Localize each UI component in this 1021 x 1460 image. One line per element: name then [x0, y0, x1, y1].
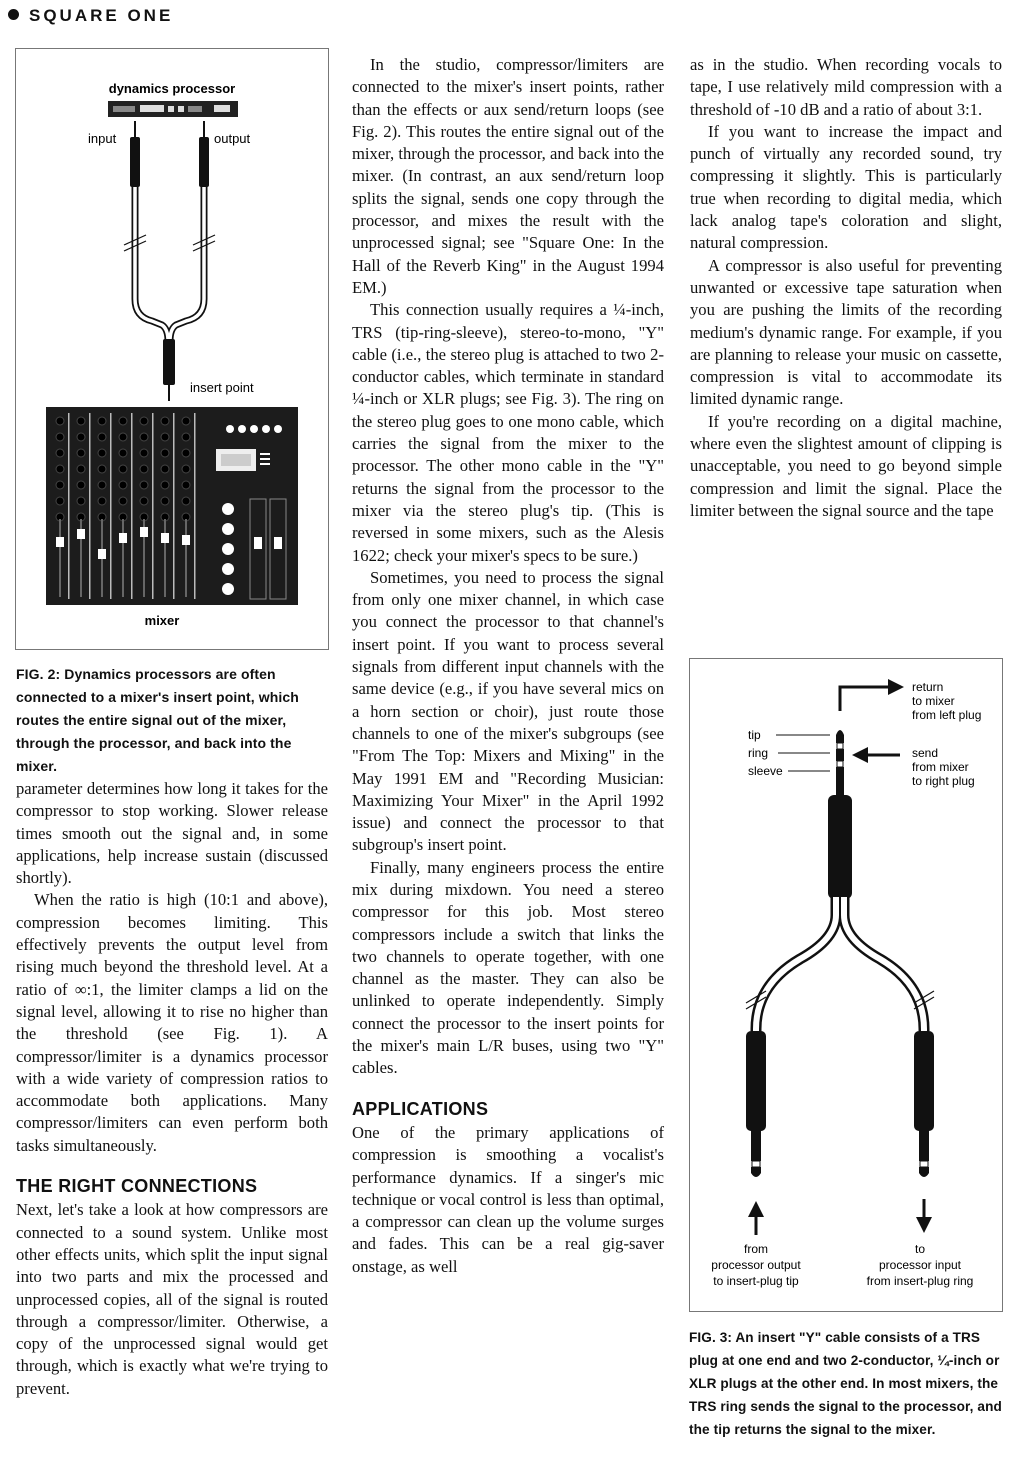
down-arrow-icon: [916, 1199, 932, 1233]
col2-paragraph-4: Finally, many engineers process the entire mix during mixdown. You need a stereo compressor for this job. Most stereo compressors include a switch that links the two channels to operate together, with one channel as the master. They can also be unlinked to operate independently. Simply connect the processor to the insert points for the mixer's main L/R buses, using two "Y" cables.: [352, 857, 664, 1078]
fig2-diagram: [16, 49, 328, 649]
fig3-label-left3: to insert-plug tip: [713, 1274, 799, 1288]
col3-paragraph-4: If you're recording on a digital machine, where even the slightest amount of clipping is unacceptable, you need to go beyond simple compression and limit the signal. Place the limiter between the signal source and the tape: [690, 411, 1002, 520]
running-header: [8, 6, 173, 26]
left-mono-plug-icon: [746, 1031, 766, 1177]
figure-2: [15, 48, 329, 650]
fig3-label-left1: from: [744, 1242, 768, 1256]
bullet-icon: [8, 9, 19, 20]
fig3-label-ring: ring: [748, 746, 769, 760]
insert-plug-icon: [163, 339, 175, 401]
trs-plug-icon: [828, 730, 852, 899]
input-plug-icon: [130, 121, 140, 187]
fig3-caption: FIG. 3: An insert "Y" cable consists of a TRS plug at one end and two 2-conductor, ¼-inch or XLR plugs at the other end. In most mixers, the TRS ring sends the signal to the processor, and the tip returns the signal to the mixer.: [689, 1330, 1002, 1437]
fig3-label-right3: from insert-plug ring: [866, 1274, 974, 1288]
fig3-label-tip: tip: [748, 728, 761, 742]
fig3-diagram: [690, 659, 1002, 1311]
fig3-label-return3: from left plug: [912, 708, 982, 722]
send-arrow-icon: [852, 747, 900, 763]
fig3-label-right2: processor input: [878, 1258, 962, 1272]
mixer-icon: [46, 407, 298, 605]
column-2: [352, 54, 664, 1278]
fig3-label-send3: to right plug: [912, 774, 975, 788]
col2-paragraph-3: Sometimes, you need to process the signal from only one mixer channel, in which case you connect the processor to that channel's insert point. If you want to process several signals from different input channels with the same device (e.g., if you have several mics on a horn section or choir), just route those channels to one of the mixer's subgroups (see "From The Top: Mixers and Mixing" in the May 1991 EM and "Recording Musician: Maximizing Your Mixer" in the April 1992 issue) and connect the processor to that subgroup's insert point.: [352, 567, 664, 855]
heading-right-connections: THE RIGHT CONNECTIONS: [16, 1176, 258, 1197]
y-cable-split-icon: [746, 897, 934, 1031]
col3-paragraph-1: as in the studio. When recording vocals to tape, I use relatively mild compression with a threshold of -10 dB and a ratio of about 3:1.: [690, 55, 1002, 119]
fig3-label-return1: return: [912, 680, 944, 694]
fig3-label-right1: to: [914, 1242, 926, 1256]
col2-paragraph-5: One of the primary applications of compression is smoothing a vocalist's performance dynamics. If a singer's mic technique or vocal control is less than optimal, a compressor can clean up the volume surges and fades. This can be a real gig-saver onstage, as well: [352, 1122, 664, 1276]
col3-paragraph-2: If you want to increase the impact and punch of virtually any recorded sound, try compressing it slightly. This is particularly true when recording to digital media, which lack analog tape's coloration and slight, natural compression.: [690, 121, 1002, 253]
fig2-label-insert-point: insert point: [190, 380, 254, 395]
right-mono-plug-icon: [914, 1031, 934, 1177]
fig3-label-send2: from mixer: [912, 760, 969, 774]
fig2-caption: FIG. 2: Dynamics processors are often connected to a mixer's insert point, which routes the entire signal out of the mixer, through the processor, and back into the mixer.: [16, 666, 299, 774]
col1-paragraph-2: When the ratio is high (10:1 and above), compression becomes limiting. This effectively prevents the output level from rising much beyond the threshold level. At a ratio of ∞:1, the limiter clamps a lid on the signal level, allowing it to rise no higher than the threshold (see Fig. 1). A compressor/limiter is a dynamics processor with a wide variety of compression ratios to accommodate both applications. Many compressor/limiters can even perform both tasks simultaneously.: [16, 890, 328, 1155]
return-arrow-icon: [840, 679, 904, 711]
up-arrow-icon: [748, 1201, 764, 1235]
header-title: SQUARE ONE: [29, 6, 174, 25]
col1-paragraph-3: Next, let's take a look at how compressors are connected to a sound system. Unlike most other effects units, which split the input signal into two parts and mix the processed and unprocessed copies, all of the signal is routed through a compressor/limiter. Otherwise, a copy of the unprocessed signal would get through, which is exactly what we're trying to prevent.: [16, 1200, 328, 1398]
column-1: [16, 778, 328, 1400]
col2-paragraph-1: In the studio, compressor/limiters are connected to the mixer's insert points, rather than the effects or aux send/return loops (see Fig. 2). This routes the entire signal out of the mixer, through the processor, and back into the mixer. (In contrast, an aux send/return loop splits the signal, sends one copy through the processor, and mixes the result with the unprocessed signal; see "Square One: In the Hall of the Reverb King" in the August 1994 EM.): [352, 55, 664, 297]
fig2-label-input: input: [88, 131, 117, 146]
dynamics-processor-icon: [108, 101, 238, 117]
fig3-label-left2: processor output: [711, 1258, 801, 1272]
fig2-label-output: output: [214, 131, 251, 146]
fig3-label-sleeve: sleeve: [748, 764, 783, 778]
fig2-label-processor: dynamics processor: [108, 81, 236, 96]
fig3-label-return2: to mixer: [912, 694, 955, 708]
column-3: [690, 54, 1002, 522]
col1-paragraph-1: parameter determines how long it takes for the compressor to stop working. Slower release times smooth out the signal and, in some applications, help increase sustain (discussed shortly).: [16, 779, 328, 888]
col2-paragraph-2: This connection usually requires a ¼-inch, TRS (tip-ring-sleeve), stereo-to-mono, "Y" cable (i.e., the stereo plug is attached to two 2-conductor cables, which terminate in standard ¼-inch or XLR plugs; see Fig. 3). The ring on the stereo plug goes to one mono cable, which carries the signal from the mixer to the processor. The other mono cable in the "Y" returns the signal from the processor to the mixer via the stereo plug's tip. (This is reversed in some mixers, such as the Alesis 1622; check your mixer's specs to be sure.): [352, 300, 664, 565]
col3-paragraph-3: A compressor is also useful for preventing unwanted or excessive tape saturation when you are pushing the limits of the recording medium's dynamic range. For example, if you are planning to release your music on cassette, compression is vital to accommodate its limited dynamic range.: [690, 255, 1002, 409]
fig3-label-send1: send: [912, 746, 939, 760]
figure-3: [689, 658, 1003, 1312]
output-plug-icon: [199, 121, 209, 187]
fig2-label-mixer: mixer: [144, 613, 180, 628]
heading-applications: APPLICATIONS: [352, 1098, 489, 1119]
